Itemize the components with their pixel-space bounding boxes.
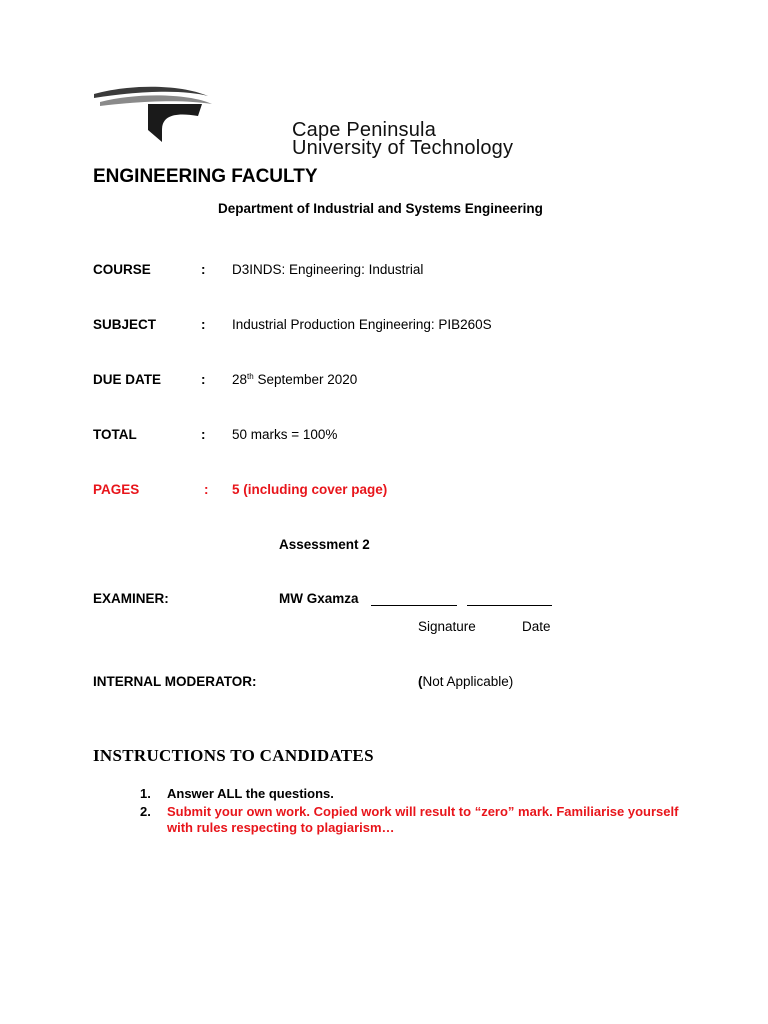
date-line <box>467 605 552 606</box>
due-date-day: 28 <box>232 372 248 387</box>
subject-label: SUBJECT <box>93 317 157 332</box>
examiner-label: EXAMINER: <box>93 591 169 606</box>
instruction-text-1: Answer ALL the questions. <box>167 786 334 801</box>
total-colon: : <box>201 427 206 442</box>
pages-colon: : <box>204 482 209 497</box>
moderator-label: INTERNAL MODERATOR: <box>93 674 257 689</box>
total-value: 50 marks = 100% <box>232 427 338 442</box>
logo-line-2: University of Technology <box>292 137 514 159</box>
due-date-value <box>232 372 357 387</box>
subject-value: Industrial Production Engineering: PIB260S <box>232 317 492 332</box>
course-label: COURSE <box>93 262 151 277</box>
pages-value: 5 (including cover page) <box>232 482 388 497</box>
due-date-label: DUE DATE <box>93 372 162 387</box>
moderator-value <box>418 674 513 689</box>
moderator-text: Not Applicable) <box>422 674 514 689</box>
due-date-suffix: th <box>247 372 254 381</box>
due-date-colon: : <box>201 372 206 387</box>
instruction-number-2: 2. <box>140 804 151 819</box>
due-date-rest: September 2020 <box>253 372 358 387</box>
examiner-name: MW Gxamza <box>279 591 359 606</box>
date-label: Date <box>522 619 551 634</box>
instruction-text-2: Submit your own work. Copied work will result to “zero” mark. Familiarise yourself with rules respecting to plagiarism… <box>167 804 679 835</box>
pages-label: PAGES <box>93 482 140 497</box>
instructions-title: INSTRUCTIONS TO CANDIDATES <box>93 746 374 765</box>
instruction-number-1: 1. <box>140 786 151 801</box>
faculty-title: ENGINEERING FACULTY <box>93 166 318 187</box>
department-title: Department of Industrial and Systems Engineering <box>218 201 543 216</box>
assessment-title: Assessment 2 <box>279 537 370 552</box>
subject-colon: : <box>201 317 206 332</box>
moderator-open-paren: ( <box>418 674 423 689</box>
course-colon: : <box>201 262 206 277</box>
signature-line <box>371 605 457 606</box>
university-logo <box>90 82 520 160</box>
logo-line-1: Cape Peninsula <box>292 119 437 141</box>
signature-label: Signature <box>418 619 476 634</box>
total-label: TOTAL <box>93 427 137 442</box>
course-value: D3INDS: Engineering: Industrial <box>232 262 424 277</box>
